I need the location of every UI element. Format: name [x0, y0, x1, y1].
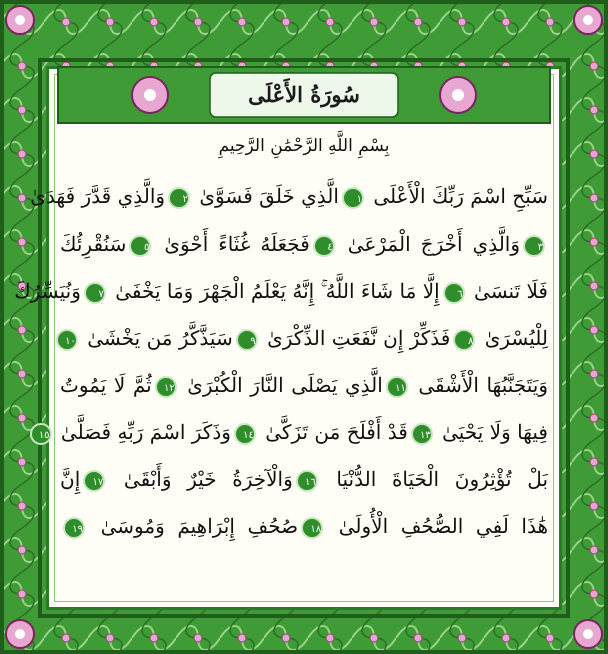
- ayah-marker-icon: ١٨: [301, 517, 323, 539]
- flower-ornament-icon: [6, 620, 34, 648]
- verse-line-2: [60, 224, 548, 264]
- ayah-marker-icon: ١٥: [30, 423, 52, 445]
- flower-ornament-icon: [6, 6, 34, 34]
- verse-text: وَذَكَرَ اسْمَ رَبِّهِ فَصَلَّىٰ: [54, 420, 231, 444]
- ayah-marker-icon: ١٣: [411, 423, 433, 445]
- ayah-marker-icon: ٥: [129, 235, 151, 257]
- surah-title: سُورَةُ الأَعْلَى: [248, 82, 360, 107]
- ayah-marker-icon: ١٩: [63, 517, 85, 539]
- verse-text: سَيَذَّكَّرُ مَن يَخْشَىٰ: [80, 326, 233, 350]
- ayah-marker-icon: ١: [342, 187, 364, 209]
- ayah-marker-icon: ٩: [236, 329, 258, 351]
- verse-text: بَلْ تُؤْثِرُونَ الْحَيَاةَ الدُّنْيَا: [320, 467, 549, 491]
- verse-text: إِلَّا مَا شَاءَ اللَّهُ ۚ إِنَّهُ يَعْلَمُ الْجَهْرَ وَمَا يَخْفَىٰ: [108, 279, 440, 303]
- verse-line-7: [60, 459, 548, 499]
- flower-ornament-icon: [574, 6, 602, 34]
- ayah-marker-icon: ١٠: [56, 329, 78, 351]
- flower-ornament-icon: [574, 620, 602, 648]
- verse-text: لِلْيُسْرَىٰ: [478, 326, 548, 350]
- ayah-marker-icon: ١٢: [155, 376, 177, 398]
- verse-text: هَٰذَا لَفِي الصُّحُفِ الْأُولَىٰ: [326, 514, 549, 538]
- ayah-marker-icon: ٦: [443, 282, 465, 304]
- ayah-marker-icon: ١٦: [296, 470, 318, 492]
- verse-line-4: [60, 318, 548, 358]
- verse-text: فِيهَا وَلَا يَحْيَىٰ: [435, 420, 548, 444]
- ayah-marker-icon: ٤: [313, 235, 335, 257]
- verse-text: إِنَّ: [60, 467, 81, 491]
- verse-text: صُحُفِ إِبْرَاهِيمَ وَمُوسَىٰ: [88, 514, 299, 538]
- verse-text: وَالْآخِرَةُ خَيْرٌ وَأَبْقَىٰ: [108, 467, 293, 491]
- verse-text: سَنُقْرِئُكَ: [60, 232, 127, 256]
- verse-text: قَدْ أَفْلَحَ مَن تَزَكَّىٰ: [258, 420, 408, 444]
- verse-text: فَجَعَلَهُ غُثَاءً أَحْوَىٰ: [154, 232, 310, 256]
- verse-text: وَالَّذِي أَخْرَجَ الْمَرْعَىٰ: [337, 232, 520, 256]
- ayah-marker-icon: ٢: [168, 187, 190, 209]
- verse-text: وَالَّذِي قَدَّرَ فَهَدَىٰ: [30, 184, 166, 208]
- ayah-marker-icon: ١٤: [234, 423, 256, 445]
- verse-line-8: [60, 506, 548, 546]
- verse-text: فَلَا تَنسَىٰ: [467, 279, 548, 303]
- verse-line-3: [14, 271, 548, 311]
- verse-text: ثُمَّ لَا يَمُوتُ: [60, 373, 152, 397]
- ayah-marker-icon: ١٧: [83, 470, 105, 492]
- verse-text: وَيَتَجَنَّبُهَا الْأَشْقَى: [410, 373, 548, 397]
- verse-text: سَبِّحِ اسْمَ رَبِّكَ الْأَعْلَى: [366, 184, 548, 208]
- ayah-marker-icon: ٨: [453, 329, 475, 351]
- verse-line-6: [38, 412, 548, 452]
- basmala: بِسْمِ اللَّهِ الرَّحْمَٰنِ الرَّحِيمِ: [218, 136, 390, 156]
- verse-line-1: [30, 176, 548, 216]
- ayah-marker-icon: ٣: [523, 235, 545, 257]
- ayah-marker-icon: ١١: [386, 376, 408, 398]
- verse-text: الَّذِي خَلَقَ فَسَوَّىٰ: [193, 184, 339, 208]
- verse-text: وَنُيَسِّرُكَ: [14, 279, 81, 303]
- verse-text: فَذَكِّرْ إِن نَّفَعَتِ الذِّكْرَىٰ: [260, 326, 451, 350]
- ayah-marker-icon: ٧: [84, 282, 106, 304]
- verse-line-5: [60, 365, 548, 405]
- verse-text: الَّذِي يَصْلَى النَّارَ الْكُبْرَىٰ: [179, 373, 383, 397]
